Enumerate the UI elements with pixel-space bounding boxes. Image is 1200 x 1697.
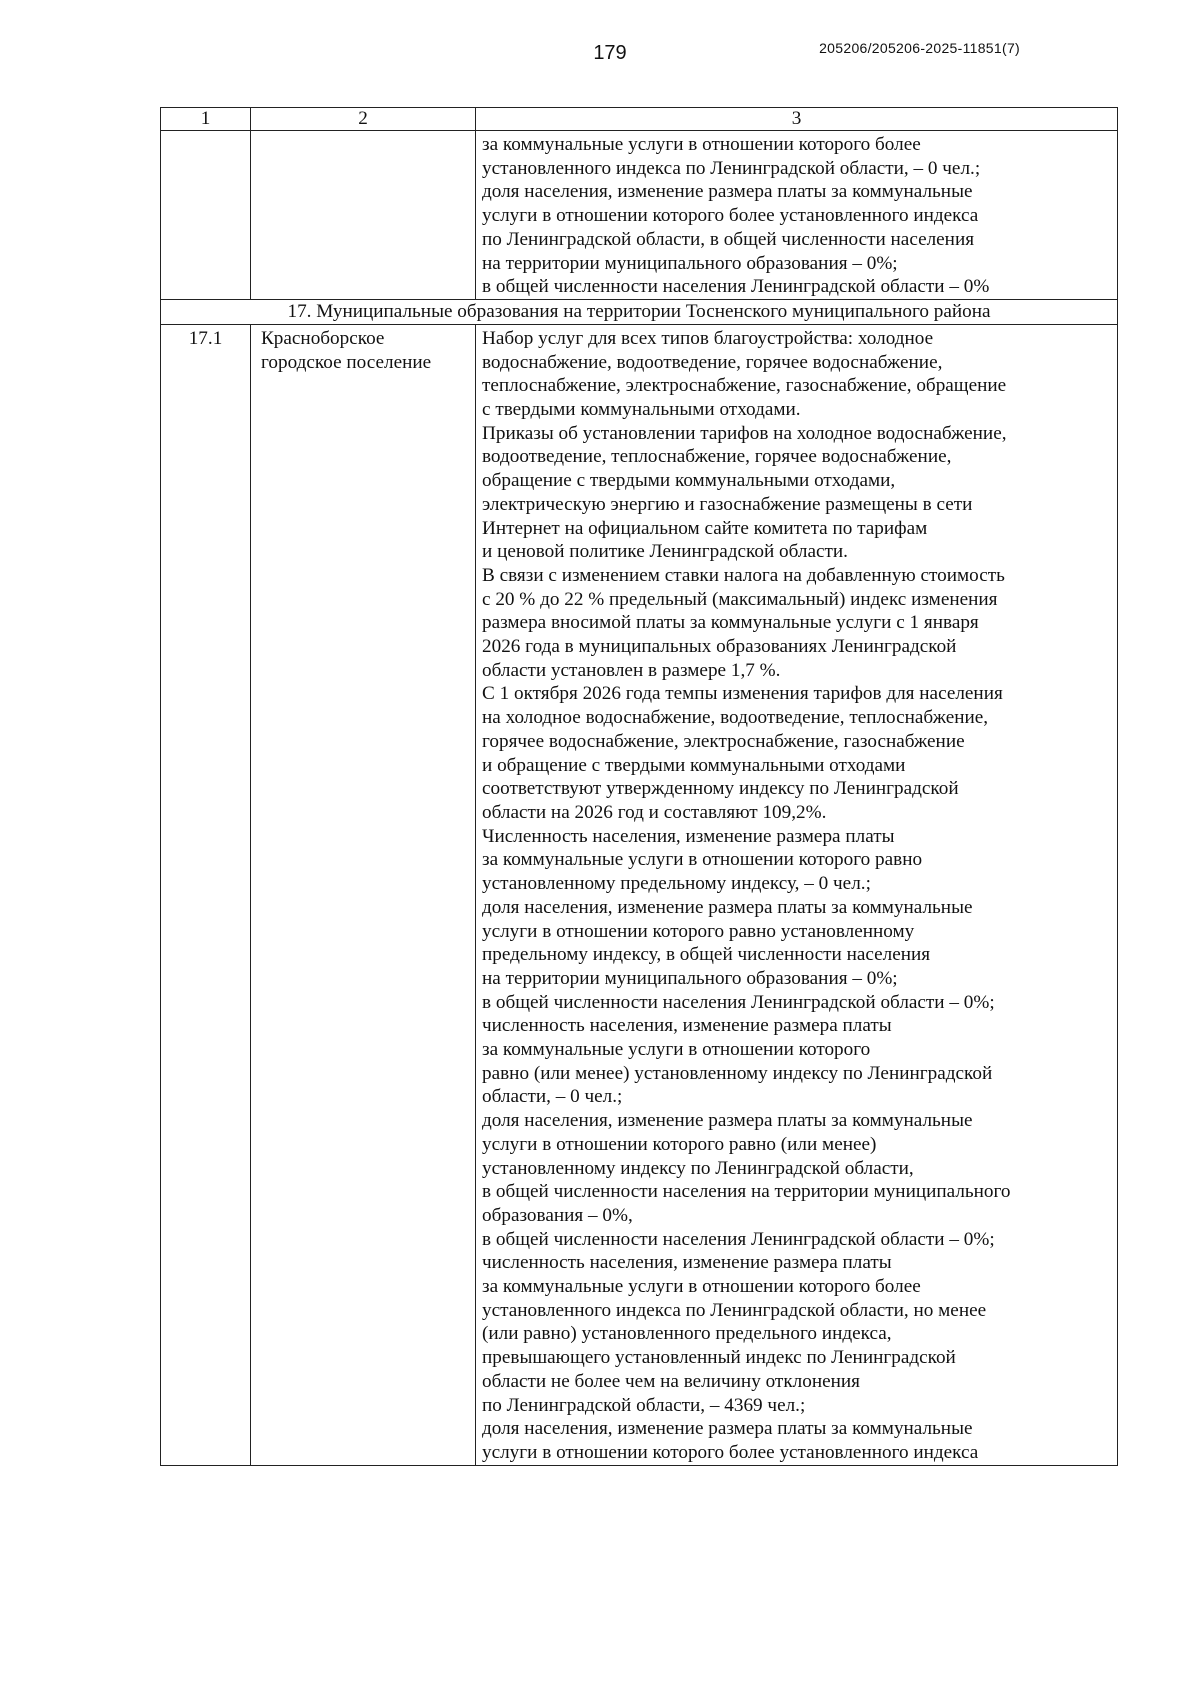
- description-text-line: за коммунальные услуги в отношении которого более: [482, 1276, 921, 1298]
- continuation-text-cell: [476, 131, 1118, 300]
- description-text-line: Набор услуг для всех типов благоустройства: холодное: [482, 327, 934, 349]
- description-text-line: установленному предельному индексу, – 0 чел.;: [482, 873, 871, 895]
- continuation-row: [161, 131, 1118, 300]
- municipality-name-line: городское поселение: [261, 351, 432, 373]
- description-text-line: (или равно) установленного предельного индекса,: [482, 1323, 892, 1345]
- row-number: 17.1: [161, 324, 251, 1465]
- continuation-name-cell: [251, 131, 476, 300]
- column-header-2: 2: [251, 108, 476, 131]
- description-text-line: Интернет на официальном сайте комитета по тарифам: [482, 517, 928, 539]
- document-id: 205206/205206-2025-11851(7): [819, 40, 1020, 56]
- description-text-line: доля населения, изменение размера платы за коммунальные: [482, 1418, 973, 1440]
- column-header-3: 3: [476, 108, 1118, 131]
- continuation-text-line: доля населения, изменение размера платы за коммунальные: [482, 181, 973, 203]
- description-text-line: В связи с изменением ставки налога на добавленную стоимость: [482, 564, 1005, 586]
- description-text-line: доля населения, изменение размера платы за коммунальные: [482, 1110, 973, 1132]
- description-text-line: области, – 0 чел.;: [482, 1086, 623, 1108]
- description-text-line: соответствуют утвержденному индексу по Ленинградской: [482, 778, 959, 800]
- description-text-line: размера вносимой платы за коммунальные услуги с 1 января: [482, 612, 979, 634]
- column-header-row: [161, 108, 1118, 131]
- description-text-line: установленного индекса по Ленинградской области, но менее: [482, 1299, 987, 1321]
- description-text-line: на холодное водоснабжение, водоотведение, теплоснабжение,: [482, 707, 989, 729]
- continuation-number-cell: [161, 131, 251, 300]
- description-text-line: области не более чем на величину отклонения: [482, 1370, 860, 1392]
- description-text-line: электрическую энергию и газоснабжение размещены в сети: [482, 493, 973, 515]
- description-text-line: с 20 % до 22 % предельный (максимальный) индекс изменения: [482, 588, 998, 610]
- description-text-line: предельному индексу, в общей численности населения: [482, 944, 931, 966]
- continuation-text-line: за коммунальные услуги в отношении которого более: [482, 134, 921, 155]
- continuation-text-line: на территории муниципального образования – 0%;: [482, 252, 898, 274]
- description-text-line: С 1 октября 2026 года темпы изменения тарифов для населения: [482, 683, 1003, 705]
- description-text-line: за коммунальные услуги в отношении которого: [482, 1039, 871, 1061]
- continuation-text-line: по Ленинградской области, в общей численности населения: [482, 228, 975, 250]
- document-table: [160, 107, 1118, 1466]
- description-text-line: за коммунальные услуги в отношении которого равно: [482, 849, 923, 871]
- continuation-text-line: услуги в отношении которого более установленного индекса: [482, 205, 979, 227]
- description-text-line: в общей численности населения Ленинградской области – 0%;: [482, 1228, 995, 1250]
- continuation-text-line: в общей численности населения Ленинградской области – 0%: [482, 276, 990, 298]
- description-text-line: обращение с твердыми коммунальными отходами,: [482, 470, 896, 492]
- municipality-name-cell: [251, 324, 476, 1465]
- description-text-line: услуги в отношении которого более установленного индекса: [482, 1441, 979, 1463]
- column-header-1: 1: [161, 108, 251, 131]
- description-text-line: водоотведение, теплоснабжение, горячее водоснабжение,: [482, 446, 952, 468]
- description-text-line: и обращение с твердыми коммунальными отходами: [482, 754, 906, 776]
- description-text-line: теплоснабжение, электроснабжение, газоснабжение, обращение: [482, 375, 1007, 397]
- page-number: 179: [593, 42, 627, 64]
- description-text-line: Численность населения, изменение размера платы: [482, 825, 895, 847]
- description-cell: [476, 324, 1118, 1465]
- description-text-line: доля населения, изменение размера платы за коммунальные: [482, 896, 973, 918]
- description-text-line: по Ленинградской области, – 4369 чел.;: [482, 1394, 806, 1416]
- tariff-table: [160, 107, 1118, 1466]
- description-text-line: образования – 0%,: [482, 1204, 633, 1226]
- table-row: [161, 324, 1118, 1465]
- description-text-line: численность населения, изменение размера платы: [482, 1252, 892, 1274]
- description-text-line: Приказы об установлении тарифов на холодное водоснабжение,: [482, 422, 1007, 444]
- description-text-line: на территории муниципального образования – 0%;: [482, 967, 898, 989]
- municipality-name-line: Красноборское: [261, 327, 385, 349]
- description-text-line: водоснабжение, водоотведение, горячее водоснабжение,: [482, 351, 943, 373]
- description-text-line: области установлен в размере 1,7 %.: [482, 659, 781, 681]
- description-text-line: услуги в отношении которого равно установленному: [482, 920, 915, 942]
- description-text-line: с твердыми коммунальными отходами.: [482, 399, 801, 421]
- description-text-line: численность населения, изменение размера платы: [482, 1015, 892, 1037]
- description-text-line: в общей численности населения на территории муниципального: [482, 1181, 1011, 1203]
- description-text-line: области на 2026 год и составляют 109,2%.: [482, 801, 827, 823]
- continuation-text-line: установленного индекса по Ленинградской области, – 0 чел.;: [482, 157, 981, 179]
- section-header-row: [161, 299, 1118, 324]
- section-title: 17. Муниципальные образования на территории Тосненского муниципального района: [161, 299, 1118, 324]
- description-text-line: горячее водоснабжение, электроснабжение, газоснабжение: [482, 730, 965, 752]
- description-text-line: равно (или менее) установленному индексу по Ленинградской: [482, 1062, 993, 1084]
- description-text-line: в общей численности населения Ленинградской области – 0%;: [482, 991, 995, 1013]
- description-text-line: и ценовой политике Ленинградской области.: [482, 541, 848, 563]
- description-text-line: установленному индексу по Ленинградской области,: [482, 1157, 914, 1179]
- description-text-line: услуги в отношении которого равно (или менее): [482, 1133, 877, 1155]
- description-text-line: превышающего установленный индекс по Ленинградской: [482, 1347, 956, 1369]
- description-text-line: 2026 года в муниципальных образованиях Ленинградской: [482, 636, 957, 658]
